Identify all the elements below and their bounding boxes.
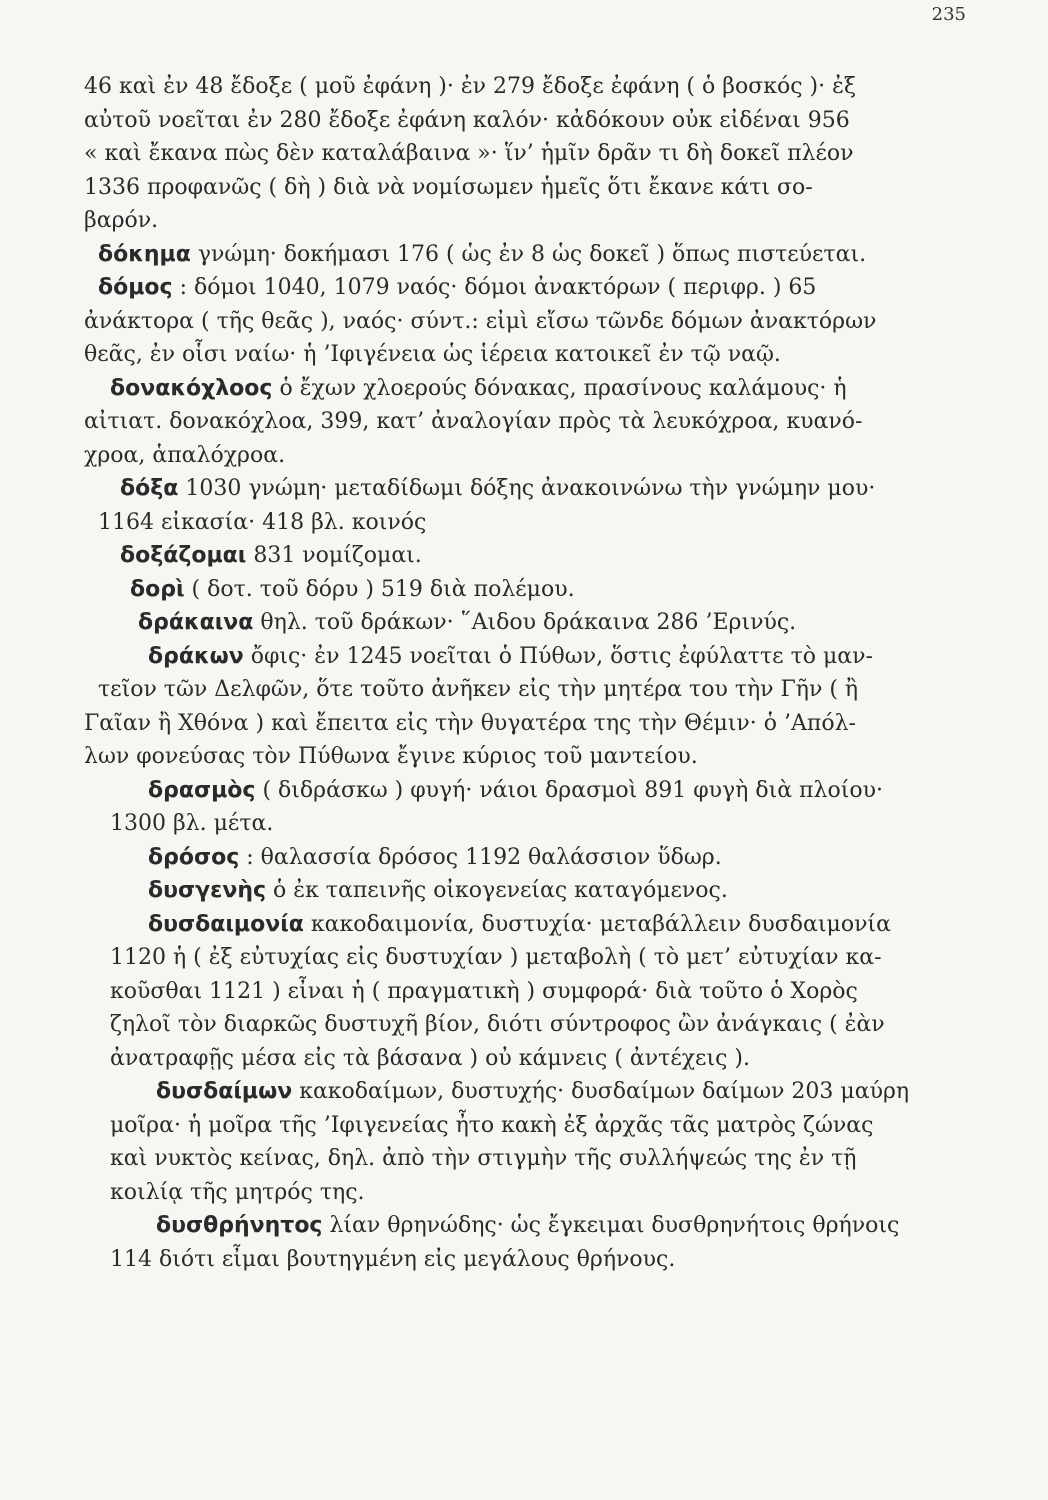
entry-text: κακοδαιμονία, δυστυχία· μεταβάλλειν δυσδαιμονία [303, 911, 891, 937]
text-line [84, 841, 964, 875]
entry-text: κοιλίᾳ τῆς μητρός της. [110, 1179, 365, 1205]
lemma: δυσθρήνητος [156, 1213, 323, 1238]
entry-text: ( διδράσκω ) φυγή· νάιοι δρασμοὶ 891 φυγὴ διὰ πλοίου· [255, 777, 883, 803]
text-line [84, 1109, 964, 1143]
entry-text: 1120 ἡ ( ἐξ εὐτυχίας εἰς δυστυχίαν ) μεταβολὴ ( τὸ μετ’ εὐτυχίαν κα- [110, 945, 882, 970]
entry-text: ζηλοῖ τὸν διαρκῶς δυστυχῆ βίον, διότι σύντροφος ὢν ἀνάγκαις ( ἐὰν [110, 1012, 885, 1037]
text-line [84, 104, 964, 138]
text-line [84, 573, 964, 607]
text-line [84, 338, 964, 372]
entry-text: αἰτιατ. δονακόχλοα, 399, κατ’ ἀναλογίαν πρὸς τὰ λευκόχροα, κυανό- [84, 409, 863, 434]
entry-text: καὶ νυκτὸς κείνας, δηλ. ἀπὸ τὴν στιγμὴν τῆς συλλήψεώς της ἐν τῇ [110, 1146, 857, 1171]
text-line [84, 1243, 964, 1277]
entry-text: ὁ ἐκ ταπεινῆς οἰκογενείας καταγόμενος. [266, 878, 728, 903]
text-line [84, 137, 964, 171]
page-number: 235 [931, 4, 966, 25]
entry-text: λων φονεύσας τὸν Πύθωνα ἔγινε κύριος τοῦ μαντείου. [84, 744, 698, 769]
lemma: δόξα [120, 476, 179, 501]
text-line [84, 1008, 964, 1042]
entry-text: γνώμη· δοκήμασι 176 ( ὡς ἐν 8 ὡς δοκεῖ ) ὅπως πιστεύεται. [190, 241, 867, 267]
text-line [84, 506, 964, 540]
entry-text: τεῖον τῶν Δελφῶν, ὅτε τοῦτο ἀνῆκεν εἰς τὴν μητέρα του τὴν Γῆν ( ἢ [98, 677, 859, 702]
text-line [84, 1075, 964, 1109]
entry-text: 114 διότι εἶμαι βουτηγμένη εἰς μεγάλους θρήνους. [110, 1246, 676, 1272]
lemma: δονακόχλοος [110, 375, 273, 401]
entry-text: : δόμοι 1040, 1079 ναός· δόμοι ἀνακτόρων ( περιφρ. ) 65 [172, 275, 817, 300]
text-line [84, 707, 964, 741]
entry-text: 831 νομίζομαι. [246, 543, 422, 568]
entry-text: 46 καὶ ἐν 48 ἔδοξε ( μοῦ ἐφάνη )· ἐν 279 ἔδοξε ἐφάνη ( ὁ βοσκός )· ἐξ [84, 74, 857, 99]
text-line [84, 171, 964, 205]
text-line [84, 204, 964, 238]
lemma: δόμος [98, 275, 173, 300]
lemma: δράκαινα [138, 610, 254, 635]
text-line [84, 908, 964, 942]
lemma: δράκων [148, 643, 244, 669]
entry-text: ἀνατραφῇς μέσα εἰς τὰ βάσανα ) οὐ κάμνεις ( ἀντέχεις ). [110, 1045, 750, 1071]
entry-text: ἀνάκτορα ( τῆς θεᾶς ), ναός· σύντ.: εἰμὶ εἴσω τῶνδε δόμων ἀνακτόρων [84, 308, 877, 334]
text-line [84, 740, 964, 774]
lemma: δυσδαιμονία [148, 911, 304, 937]
dictionary-text [84, 70, 964, 1276]
entry-text: μοῖρα· ἡ μοῖρα τῆς ’Ιφιγενείας ἦτο κακὴ ἐξ ἀρχᾶς τᾶς ματρὸς ζώνας [110, 1112, 874, 1138]
text-line [84, 439, 964, 473]
lemma: δυσγενὴς [148, 878, 267, 903]
entry-text: : θαλασσία δρόσος 1192 θαλάσσιον ὕδωρ. [239, 844, 722, 870]
entry-text: ὄφις· ἐν 1245 νοεῖται ὁ Πύθων, ὅστις ἐφύλαττε τὸ μαν- [243, 643, 873, 669]
entry-text: θηλ. τοῦ δράκων· ῞Αιδου δράκαινα 286 ’Ερινύς. [253, 610, 797, 635]
entry-text: αὐτοῦ νοεῖται ἐν 280 ἔδοξε ἐφάνη καλόν· κἀδόκουν οὐκ εἰδέναι 956 [84, 107, 850, 133]
text-line [84, 372, 964, 406]
lemma: δρόσος [148, 844, 240, 870]
entry-text: ( δοτ. τοῦ δόρυ ) 519 διὰ πολέμου. [184, 576, 575, 602]
text-line [84, 271, 964, 305]
entry-text: 1030 γνώμη· μεταδίδωμι δόξης ἀνακοινώνω τὴν γνώμην μου· [178, 476, 876, 501]
text-line [84, 70, 964, 104]
lemma: δοξάζομαι [120, 543, 247, 568]
entry-text: χροα, ἁπαλόχροα. [84, 442, 286, 468]
text-line [84, 975, 964, 1009]
text-line [84, 807, 964, 841]
entry-text: θεᾶς, ἐν οἷσι ναίω· ἡ ’Ιφιγένεια ὡς ἱέρεια κατοικεῖ ἐν τῷ ναῷ. [84, 342, 781, 367]
lemma: δορὶ [130, 576, 185, 602]
lemma: δρασμὸς [148, 777, 256, 803]
text-line [84, 673, 964, 707]
text-line [84, 640, 964, 674]
entry-text: κακοδαίμων, δυστυχής· δυσδαίμων δαίμων 203 μαύρη [292, 1079, 910, 1104]
text-line [84, 305, 964, 339]
entry-text: Γαῖαν ἢ Χθόνα ) καὶ ἔπειτα εἰς τὴν θυγατέρα της τὴν Θέμιν· ὁ ’Απόλ- [84, 710, 856, 736]
entry-text: λίαν θρηνώδης· ὡς ἔγκειμαι δυσθρηνήτοις θρήνοις [322, 1213, 900, 1238]
text-line [84, 1209, 964, 1243]
text-line [84, 941, 964, 975]
text-line [84, 1176, 964, 1210]
text-line [84, 1042, 964, 1076]
text-line [84, 405, 964, 439]
entry-text: 1164 εἰκασία· 418 βλ. κοινός [98, 509, 427, 535]
lemma: δυσδαίμων [156, 1079, 293, 1104]
entry-text: 1336 προφανῶς ( δὴ ) διὰ νὰ νομίσωμεν ἡμεῖς ὅτι ἔκανε κάτι σο- [84, 174, 813, 200]
entry-text: « καὶ ἔκανα πὼς δὲν καταλάβαινα »· ἵν’ ἡμῖν δρᾶν τι δὴ δοκεῖ πλέον [84, 141, 854, 166]
entry-text: 1300 βλ. μέτα. [110, 811, 274, 836]
text-line [84, 606, 964, 640]
text-line [84, 874, 964, 908]
text-line [84, 774, 964, 808]
entry-text: βαρόν. [84, 208, 159, 233]
lemma: δόκημα [98, 241, 191, 267]
entry-text: κοῦσθαι 1121 ) εἶναι ἡ ( πραγματικὴ ) συμφορά· διὰ τοῦτο ὁ Χορὸς [110, 978, 858, 1004]
text-line [84, 1142, 964, 1176]
entry-text: ὁ ἔχων χλοερούς δόνακας, πρασίνους καλάμους· ἡ [272, 375, 847, 401]
text-line [84, 472, 964, 506]
text-line [84, 539, 964, 573]
text-line [84, 238, 964, 272]
